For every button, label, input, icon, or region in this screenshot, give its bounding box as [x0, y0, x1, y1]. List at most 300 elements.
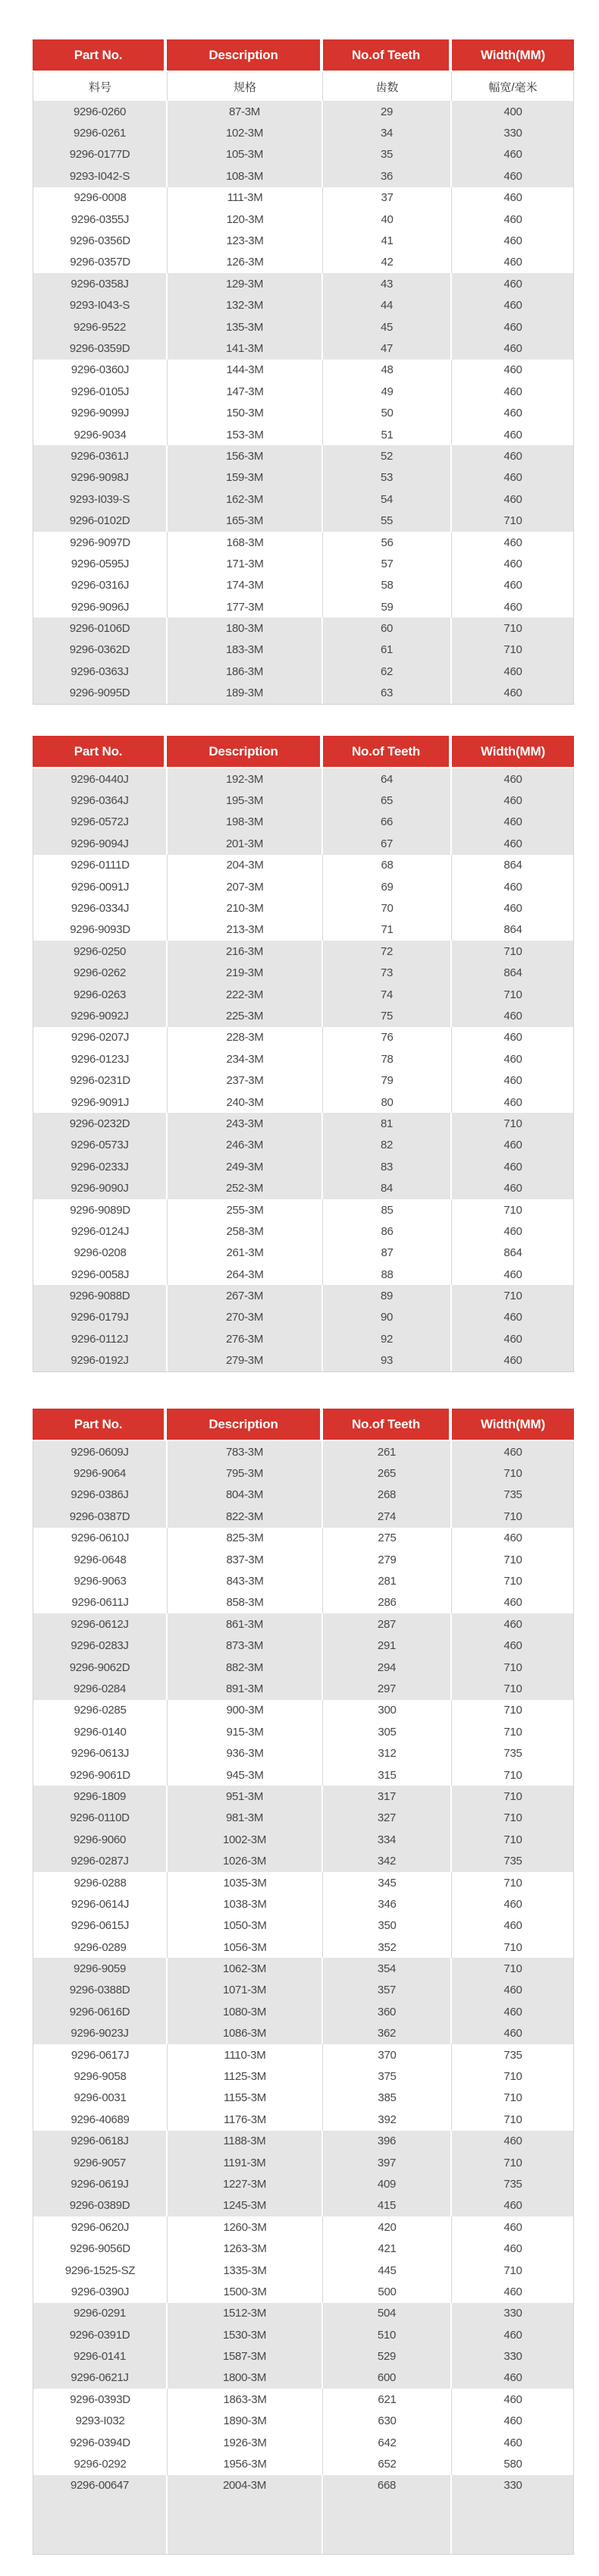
description-cell: 1188-3M	[168, 2131, 323, 2152]
column-header-teeth: No.of Teeth	[323, 736, 452, 767]
table-row	[33, 2023, 573, 2044]
description-cell: 249-3M	[168, 1156, 323, 1177]
column-subheader-cn-width: 幅宽/毫米	[488, 80, 538, 94]
teeth-cell: 53	[323, 467, 452, 488]
description-cell: 1926-3M	[168, 2432, 323, 2453]
description-cell: 213-3M	[168, 919, 323, 941]
teeth-cell: 90	[323, 1307, 452, 1328]
description-cell: 108-3M	[168, 165, 323, 187]
column-subheader-cn-description: 规格	[168, 72, 323, 101]
part-no-cell: 9296-0179J	[33, 1307, 168, 1328]
teeth-cell: 305	[323, 1721, 452, 1742]
teeth-cell: 41	[323, 230, 452, 251]
table-row	[33, 1893, 573, 1915]
description-cell: 225-3M	[168, 1005, 323, 1026]
table-row	[33, 1678, 573, 1699]
teeth-cell: 54	[323, 488, 452, 510]
description-cell: 171-3M	[168, 553, 323, 574]
part-no-cell: 9296-9064	[33, 1462, 168, 1484]
width-cell: 864	[503, 966, 522, 980]
teeth-cell: 312	[323, 1742, 452, 1764]
teeth-cell: 392	[323, 2109, 452, 2130]
part-no-cell: 9296-9062D	[33, 1657, 168, 1678]
teeth-cell: 397	[323, 2152, 452, 2173]
table-row	[33, 1506, 573, 1527]
teeth-cell: 60	[323, 617, 452, 639]
part-no-cell: 9296-0613J	[33, 1742, 168, 1764]
belt-table-2	[33, 736, 574, 1372]
width-cell: 460	[503, 191, 522, 205]
part-no-cell: 9296-9023J	[33, 2023, 168, 2044]
teeth-cell: 75	[323, 1005, 452, 1026]
width-cell: 710	[503, 1768, 522, 1782]
width-cell: 460	[503, 2199, 522, 2213]
teeth-cell: 415	[323, 2195, 452, 2216]
part-no-cell: 9296-0232D	[33, 1113, 168, 1134]
width-cell: 330	[503, 127, 522, 140]
table-row	[33, 2238, 573, 2259]
part-no-cell: 9296-9522	[33, 316, 168, 338]
width-cell: 710	[503, 1553, 522, 1566]
width-cell: 460	[503, 320, 522, 334]
table-row	[33, 424, 573, 445]
width-cell: 460	[503, 686, 522, 700]
teeth-cell: 81	[323, 1113, 452, 1134]
width-cell: 460	[503, 837, 522, 850]
teeth-cell: 50	[323, 402, 452, 423]
width-cell: 710	[503, 1876, 522, 1890]
table-row	[33, 2411, 573, 2432]
part-no-cell: 9296-0105J	[33, 381, 168, 402]
part-no-cell: 9296-00647	[33, 2475, 168, 2496]
width-cell: 460	[503, 2135, 522, 2148]
description-cell: 180-3M	[168, 617, 323, 639]
teeth-cell: 409	[323, 2173, 452, 2194]
table-row	[33, 1027, 573, 1048]
description-cell: 1056-3M	[168, 1937, 323, 1958]
description-cell: 1863-3M	[168, 2389, 323, 2410]
table-row	[33, 575, 573, 596]
table-row	[33, 1915, 573, 1937]
table-row	[33, 1528, 573, 1549]
teeth-cell: 37	[323, 187, 452, 209]
width-cell: 460	[503, 2328, 522, 2342]
width-cell: 460	[503, 277, 522, 291]
part-no-cell: 9296-9095D	[33, 683, 168, 704]
width-cell: 400	[503, 105, 522, 118]
table-row	[33, 1872, 573, 1893]
teeth-cell: 55	[323, 510, 452, 531]
teeth-cell: 65	[323, 790, 452, 811]
part-no-cell: 9296-0233J	[33, 1156, 168, 1177]
teeth-cell: 396	[323, 2131, 452, 2152]
teeth-empty-cell	[323, 2496, 452, 2554]
table-row	[33, 101, 573, 122]
table-row	[33, 2260, 573, 2281]
width-cell: 460	[503, 1095, 522, 1109]
part-no-cell: 9296-0288	[33, 1872, 168, 1893]
description-cell: 222-3M	[168, 984, 323, 1005]
description-cell: 1038-3M	[168, 1893, 323, 1915]
part-no-cell: 9296-0391D	[33, 2324, 168, 2345]
width-cell: 460	[503, 579, 522, 592]
table-row	[33, 316, 573, 338]
description-cell: 882-3M	[168, 1657, 323, 1678]
width-cell: 460	[503, 169, 522, 183]
table-row	[33, 2303, 573, 2324]
width-cell: 735	[503, 1747, 522, 1761]
description-cell: 252-3M	[168, 1177, 323, 1198]
teeth-cell: 279	[323, 1549, 452, 1570]
teeth-cell: 357	[323, 1980, 452, 2001]
table-row	[33, 963, 573, 984]
description-cell: 783-3M	[168, 1441, 323, 1462]
table-row	[33, 2216, 573, 2238]
teeth-cell: 36	[323, 165, 452, 187]
width-cell: 460	[503, 234, 522, 248]
teeth-cell: 529	[323, 2345, 452, 2367]
width-cell: 460	[503, 1596, 522, 1610]
teeth-cell: 84	[323, 1177, 452, 1198]
teeth-cell: 69	[323, 876, 452, 897]
table-row	[33, 1350, 573, 1371]
part-no-cell: 9296-0291	[33, 2303, 168, 2324]
part-no-cell: 9296-40689	[33, 2109, 168, 2130]
width-cell: 864	[503, 859, 522, 872]
teeth-cell: 630	[323, 2411, 452, 2432]
width-cell: 460	[503, 428, 522, 441]
table-row	[33, 1721, 573, 1742]
belt-table-1	[33, 39, 574, 705]
part-no-cell: 9296-0388D	[33, 1980, 168, 2001]
part-no-cell: 9296-0260	[33, 101, 168, 122]
teeth-cell: 66	[323, 812, 452, 833]
width-cell: 460	[503, 1139, 522, 1152]
teeth-cell: 82	[323, 1135, 452, 1156]
teeth-cell: 281	[323, 1570, 452, 1591]
part-no-cell: 9296-0573J	[33, 1135, 168, 1156]
part-no-cell: 9296-0355J	[33, 209, 168, 230]
table-row	[33, 2044, 573, 2066]
teeth-cell: 265	[323, 1462, 452, 1484]
teeth-cell: 67	[323, 833, 452, 854]
description-cell: 246-3M	[168, 1135, 323, 1156]
teeth-cell: 342	[323, 1850, 452, 1871]
width-cell: 710	[503, 622, 522, 636]
part-no-cell: 9296-9091J	[33, 1092, 168, 1113]
width-cell: 460	[503, 1311, 522, 1324]
teeth-cell: 43	[323, 273, 452, 294]
description-cell: 1110-3M	[168, 2044, 323, 2066]
teeth-cell: 500	[323, 2281, 452, 2302]
part-no-cell: 9296-0362D	[33, 639, 168, 661]
column-header-width: Width(MM)	[452, 1409, 574, 1440]
table-row	[33, 661, 573, 682]
description-cell: 837-3M	[168, 1549, 323, 1570]
width-cell: 460	[503, 1160, 522, 1173]
width-cell: 710	[503, 2070, 522, 2084]
part-no-cell: 9296-0648	[33, 1549, 168, 1570]
table-row	[33, 1613, 573, 1635]
teeth-cell: 59	[323, 596, 452, 617]
width-cell: 460	[503, 2027, 522, 2040]
width-cell: 735	[503, 2177, 522, 2191]
teeth-cell: 317	[323, 1786, 452, 1807]
table-row	[33, 2152, 573, 2173]
description-cell: 102-3M	[168, 122, 323, 143]
table-row	[33, 1980, 573, 2001]
width-cell: 460	[503, 1531, 522, 1545]
part-no-cell: 9296-0616D	[33, 2001, 168, 2022]
teeth-cell: 668	[323, 2475, 452, 2496]
part-no-cell: 9296-0262	[33, 963, 168, 984]
width-cell: 460	[503, 1009, 522, 1023]
teeth-cell: 70	[323, 897, 452, 919]
teeth-cell: 51	[323, 424, 452, 445]
part-no-cell: 9296-9057	[33, 2152, 168, 2173]
table-row	[33, 1005, 573, 1026]
description-cell: 186-3M	[168, 661, 323, 682]
table-row	[33, 1700, 573, 1721]
width-cell: 460	[503, 2436, 522, 2449]
description-cell: 1191-3M	[168, 2152, 323, 2173]
width-cell: 460	[503, 2414, 522, 2428]
description-cell: 120-3M	[168, 209, 323, 230]
table-row	[33, 1242, 573, 1264]
part-no-cell: 9296-9093D	[33, 919, 168, 941]
table-row	[33, 2281, 573, 2302]
part-no-cell: 9296-0614J	[33, 1893, 168, 1915]
part-no-cell: 9296-0008	[33, 187, 168, 209]
description-cell: 165-3M	[168, 510, 323, 531]
teeth-cell: 297	[323, 1678, 452, 1699]
description-cell: 129-3M	[168, 273, 323, 294]
table-row	[33, 295, 573, 316]
part-no-cell: 9296-9089D	[33, 1199, 168, 1220]
part-no-cell: 9296-0389D	[33, 2195, 168, 2216]
description-cell: 198-3M	[168, 812, 323, 833]
width-cell: 460	[503, 902, 522, 916]
part-no-cell: 9296-0356D	[33, 230, 168, 251]
description-cell: 861-3M	[168, 1613, 323, 1635]
description-cell: 168-3M	[168, 532, 323, 553]
teeth-cell: 600	[323, 2367, 452, 2389]
part-no-cell: 9296-9099J	[33, 402, 168, 423]
width-cell: 460	[503, 2285, 522, 2298]
teeth-cell: 261	[323, 1441, 452, 1462]
width-cell: 460	[503, 880, 522, 894]
part-no-cell: 9296-0363J	[33, 661, 168, 682]
table-row	[33, 209, 573, 230]
part-no-cell: 9296-0283J	[33, 1635, 168, 1657]
description-empty-cell	[168, 2496, 323, 2554]
table-row	[33, 984, 573, 1005]
table-row	[33, 1592, 573, 1613]
width-cell: 460	[503, 148, 522, 162]
description-cell: 216-3M	[168, 941, 323, 962]
description-cell: 204-3M	[168, 855, 323, 876]
table-row	[33, 532, 573, 553]
teeth-cell: 346	[323, 1893, 452, 1915]
description-cell: 177-3M	[168, 596, 323, 617]
teeth-cell: 63	[323, 683, 452, 704]
part-no-cell: 9296-0208	[33, 1242, 168, 1264]
table-row	[33, 2195, 573, 2216]
table-row	[33, 1220, 573, 1242]
part-no-empty-cell	[33, 2496, 168, 2554]
table-row	[33, 273, 573, 294]
width-cell: 710	[503, 1940, 522, 1954]
width-cell: 460	[503, 363, 522, 377]
table-row	[33, 1657, 573, 1678]
part-no-cell: 9296-0358J	[33, 273, 168, 294]
description-cell: 1263-3M	[168, 2238, 323, 2259]
table-row	[33, 488, 573, 510]
width-cell: 710	[503, 1725, 522, 1739]
teeth-cell: 56	[323, 532, 452, 553]
description-cell: 1956-3M	[168, 2453, 323, 2474]
part-no-cell: 9296-0141	[33, 2345, 168, 2367]
width-cell: 710	[503, 2263, 522, 2277]
teeth-cell: 93	[323, 1350, 452, 1371]
table-row	[33, 1156, 573, 1177]
teeth-cell: 79	[323, 1070, 452, 1091]
description-cell: 1530-3M	[168, 2324, 323, 2345]
description-cell: 243-3M	[168, 1113, 323, 1134]
width-cell: 460	[503, 1984, 522, 1997]
table-row	[33, 941, 573, 962]
width-cell: 460	[503, 2220, 522, 2234]
table-subheader-row-cn	[33, 72, 573, 101]
description-cell: 156-3M	[168, 445, 323, 467]
table-row	[33, 833, 573, 854]
part-no-cell: 9296-9097D	[33, 532, 168, 553]
width-cell: 460	[503, 1354, 522, 1368]
table-row	[33, 2324, 573, 2345]
teeth-cell: 34	[323, 122, 452, 143]
description-cell: 873-3M	[168, 1635, 323, 1657]
description-cell: 1155-3M	[168, 2088, 323, 2109]
table-row	[33, 1764, 573, 1786]
description-cell: 843-3M	[168, 1570, 323, 1591]
part-no-cell: 9296-9034	[33, 424, 168, 445]
teeth-cell: 42	[323, 252, 452, 273]
table-row	[33, 1937, 573, 1958]
description-cell: 132-3M	[168, 295, 323, 316]
table-row	[33, 510, 573, 531]
part-no-cell: 9296-0111D	[33, 855, 168, 876]
description-cell: 858-3M	[168, 1592, 323, 1613]
description-cell: 174-3M	[168, 575, 323, 596]
width-cell: 710	[503, 2113, 522, 2126]
part-no-cell: 9296-0394D	[33, 2432, 168, 2453]
teeth-cell: 354	[323, 1958, 452, 1979]
table-header-row	[33, 39, 574, 71]
width-cell: 864	[503, 1246, 522, 1260]
description-cell: 126-3M	[168, 252, 323, 273]
description-cell: 105-3M	[168, 144, 323, 165]
description-cell: 150-3M	[168, 402, 323, 423]
teeth-cell: 421	[323, 2238, 452, 2259]
table-row	[33, 876, 573, 897]
description-cell: 144-3M	[168, 360, 323, 381]
width-cell: 460	[503, 449, 522, 463]
width-cell: 710	[503, 1509, 522, 1523]
column-header-teeth: No.of Teeth	[323, 39, 452, 71]
description-cell: 1086-3M	[168, 2023, 323, 2044]
table-row	[33, 2088, 573, 2109]
part-no-cell: 9296-0292	[33, 2453, 168, 2474]
width-cell: 710	[503, 1682, 522, 1695]
part-no-cell: 9296-0192J	[33, 1350, 168, 1371]
part-no-cell: 9296-0609J	[33, 1441, 168, 1462]
description-cell: 219-3M	[168, 963, 323, 984]
table-row	[33, 402, 573, 423]
table-row	[33, 1177, 573, 1198]
width-cell: 460	[503, 299, 522, 313]
width-cell: 460	[503, 1445, 522, 1459]
part-no-cell: 9296-0617J	[33, 2044, 168, 2066]
table-row	[33, 381, 573, 402]
part-no-cell: 9296-9056D	[33, 2238, 168, 2259]
width-cell: 710	[503, 1962, 522, 1976]
width-cell: 460	[503, 815, 522, 829]
width-cell: 460	[503, 1919, 522, 1933]
teeth-cell: 74	[323, 984, 452, 1005]
table-row	[33, 2475, 573, 2496]
part-no-cell: 9296-0231D	[33, 1070, 168, 1091]
column-header-description: Description	[167, 1409, 323, 1440]
part-no-cell: 9296-9088D	[33, 1285, 168, 1306]
table-row	[33, 1135, 573, 1156]
teeth-cell: 48	[323, 360, 452, 381]
table-row	[33, 2001, 573, 2022]
column-subheader-cn-teeth: 齿数	[323, 72, 452, 101]
column-header-width: Width(MM)	[452, 736, 574, 767]
column-header-part-no: Part No.	[33, 39, 167, 71]
width-cell: 460	[503, 212, 522, 226]
teeth-cell: 300	[323, 1700, 452, 1721]
table-row	[33, 553, 573, 574]
part-no-cell: 9296-0287J	[33, 1850, 168, 1871]
part-no-cell: 9296-0615J	[33, 1915, 168, 1937]
table-row	[33, 1307, 573, 1328]
width-cell: 460	[503, 794, 522, 808]
description-cell: 183-3M	[168, 639, 323, 661]
belt-table-3	[33, 1409, 574, 2555]
width-cell: 460	[503, 2392, 522, 2406]
description-cell: 1512-3M	[168, 2303, 323, 2324]
table-row	[33, 1808, 573, 1829]
description-cell: 1800-3M	[168, 2367, 323, 2389]
description-cell: 945-3M	[168, 1764, 323, 1786]
part-no-cell: 9296-0440J	[33, 768, 168, 790]
teeth-cell: 286	[323, 1592, 452, 1613]
teeth-cell: 445	[323, 2260, 452, 2281]
part-no-cell: 9296-0620J	[33, 2216, 168, 2238]
description-cell: 1035-3M	[168, 1872, 323, 1893]
part-no-cell: 9296-0110D	[33, 1808, 168, 1829]
table-row	[33, 1092, 573, 1113]
part-no-cell: 9296-9098J	[33, 467, 168, 488]
table-empty-tail	[33, 2496, 573, 2554]
table-body	[33, 768, 574, 1372]
part-no-cell: 9296-0289	[33, 1937, 168, 1958]
table-row	[33, 1070, 573, 1091]
teeth-cell: 45	[323, 316, 452, 338]
column-header-teeth: No.of Teeth	[323, 1409, 452, 1440]
width-cell: 460	[503, 1268, 522, 1281]
